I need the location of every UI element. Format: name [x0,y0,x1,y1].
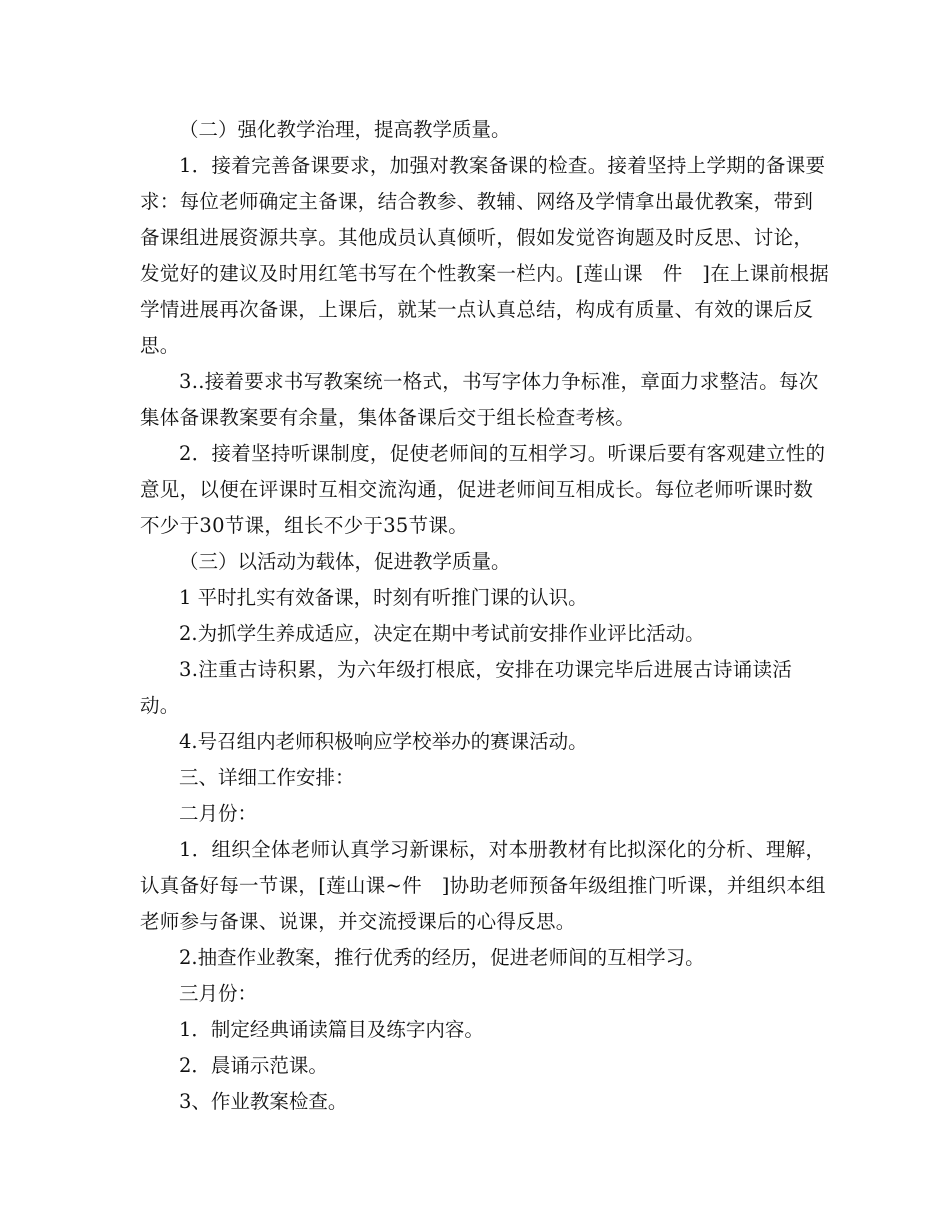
section-heading-two: （二）强化教学治理，提高教学质量。 [179,118,511,141]
list-item: 2.抽查作业教案，推行优秀的经历，促进老师间的互相学习。 [179,946,705,969]
month-heading-march: 三月份： [179,982,258,1005]
paragraph-lesson-prep: 1．接着完善备课要求，加强对教案备课的检查。接着坚持上学期的备课要求：每位老师确定主备课，结合教参、教辅、网络及学情拿出最优教案，带到备课组进展资源共享。其他成员认真倾听，假如发觉咨询题及时反思、讨论，发觉好的建议及时用红笔书写在个性教案一栏内。[莲山课 件 ]在上课前根据学情进展再次备课，上课后，就某一点认真总结，构成有质量、有效的课后反思。 [140,154,830,357]
list-item: 2.为抓学生养成适应，决定在期中考试前安排作业评比活动。 [179,622,705,645]
list-item: 3.注重古诗积累，为六年级打根底，安排在功课完毕后进展古诗诵读活动。 [140,658,793,717]
list-item: 1 平时扎实有效备课，时刻有听推门课的认识。 [179,586,588,609]
paragraph-lesson-format: 3..接着要求书写教案统一格式，书写字体力争标准，章面力求整洁。每次集体备课教案要有余量，集体备课后交于组长检查考核。 [140,370,819,429]
list-item: 1．组织全体老师认真学习新课标，对本册教材有比拟深化的分析、理解，认真备好每一节课，[莲山课~件 ]协助老师预备年级组推门听课，并组织本组老师参与备课、说课，并交流授课后的心得反思。 [140,838,826,933]
month-heading-february: 二月份： [179,802,258,825]
list-item: 2．晨诵示范课。 [179,1054,328,1077]
section-heading-three: （三）以活动为载体，促进教学质量。 [179,550,511,573]
document-body [140,112,830,1120]
paragraph-lesson-observation: 2．接着坚持听课制度，促使老师间的互相学习。听课后要有客观建立性的意见，以便在评课时互相交流沟通，促进老师间互相成长。每位老师听课时数不少于30节课，组长不少于35节课。 [140,442,826,537]
section-heading-schedule: 三、详细工作安排： [179,766,355,789]
list-item: 3、作业教案检查。 [179,1090,348,1113]
list-item: 1．制定经典诵读篇目及练字内容。 [179,1018,484,1041]
list-item: 4.号召组内老师积极响应学校举办的赛课活动。 [179,730,588,753]
